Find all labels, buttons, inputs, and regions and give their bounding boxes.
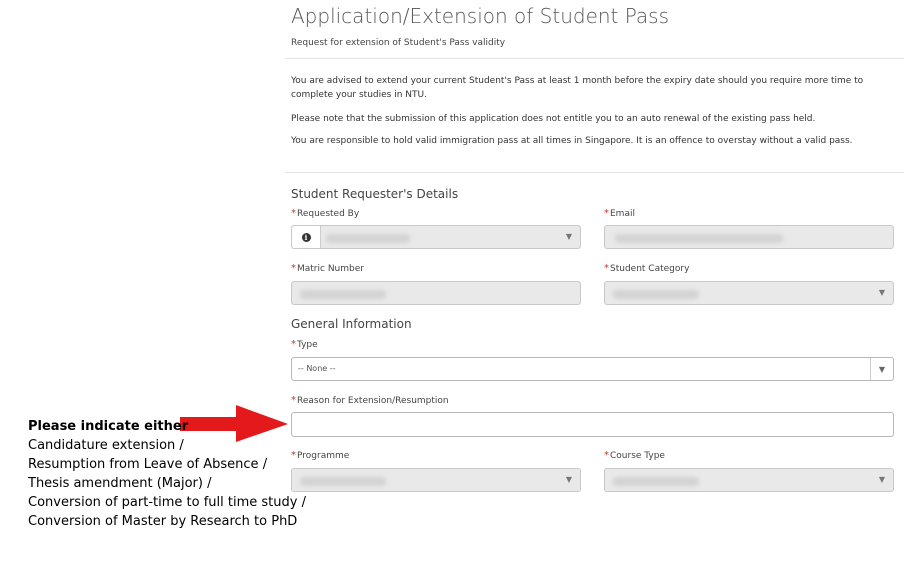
redacted-value — [615, 234, 783, 243]
divider — [285, 172, 904, 173]
page-subtitle: Request for extension of Student's Pass validity — [291, 38, 506, 48]
category-label-text: Student Category — [610, 264, 690, 274]
category-label — [604, 263, 689, 274]
requested-by-field[interactable] — [291, 225, 581, 249]
required-marker: * — [604, 208, 609, 219]
programme-select[interactable] — [291, 468, 581, 492]
type-label — [291, 339, 318, 350]
matric-number-field[interactable] — [291, 281, 581, 305]
info-icon: i — [302, 233, 311, 242]
course-type-select[interactable] — [604, 468, 894, 492]
annotation-option: Conversion of Master by Research to PhD — [28, 514, 298, 529]
reason-label — [291, 395, 449, 406]
programme-label-text: Programme — [297, 451, 350, 461]
notice-advice: You are advised to extend your current Student's Pass at least 1 month before the expiry date should you require more time to complete your studies in NTU. — [291, 76, 864, 100]
general-section-title: General Information — [291, 317, 412, 331]
email-label — [604, 208, 635, 219]
notice-immigration: You are responsible to hold valid immigration pass at all times in Singapore. It is an offence to overstay without a valid pass. — [291, 136, 853, 146]
required-marker: * — [291, 263, 296, 274]
redacted-value — [300, 477, 386, 486]
reason-input[interactable] — [291, 412, 894, 437]
required-marker: * — [291, 395, 296, 406]
requested-by-label-text: Requested By — [297, 209, 360, 219]
required-marker: * — [291, 450, 296, 461]
redacted-value — [613, 477, 699, 486]
type-select[interactable] — [291, 357, 894, 381]
programme-label — [291, 450, 349, 461]
required-marker: * — [291, 208, 296, 219]
caret-down-icon: ▼ — [565, 475, 572, 484]
caret-down-icon: ▼ — [878, 475, 885, 484]
email-label-text: Email — [610, 209, 635, 219]
redacted-value — [326, 234, 410, 243]
page-title: Application/Extension of Student Pass — [291, 4, 670, 28]
reason-label-text: Reason for Extension/Resumption — [297, 396, 449, 406]
caret-down-icon: ▼ — [878, 288, 885, 297]
annotation-option: Candidature extension / — [28, 438, 184, 453]
required-marker: * — [604, 263, 609, 274]
matric-label-text: Matric Number — [297, 264, 364, 274]
required-marker: * — [291, 339, 296, 350]
notice-renewal: Please note that the submission of this application does not entitle you to an auto renewal of the existing pass held. — [291, 114, 816, 124]
divider — [285, 58, 904, 59]
arrow-right-icon — [180, 405, 292, 443]
redacted-value — [300, 290, 386, 299]
annotation-option: Conversion of part-time to full time study / — [28, 495, 306, 510]
student-category-select[interactable] — [604, 281, 894, 305]
annotation-title: Please indicate either — [28, 419, 189, 434]
required-marker: * — [604, 450, 609, 461]
caret-down-icon[interactable]: ▼ — [870, 358, 893, 380]
type-label-text: Type — [297, 340, 318, 350]
email-field[interactable] — [604, 225, 894, 249]
requester-section-title: Student Requester's Details — [291, 187, 459, 201]
requested-by-label — [291, 208, 359, 219]
matric-label — [291, 263, 364, 274]
type-select-value: -- None -- — [298, 364, 336, 373]
course-type-label-text: Course Type — [610, 451, 665, 461]
course-type-label — [604, 450, 665, 461]
annotation-option: Thesis amendment (Major) / — [28, 476, 212, 491]
info-icon-box — [292, 226, 321, 248]
annotation-option: Resumption from Leave of Absence / — [28, 457, 268, 472]
caret-down-icon: ▼ — [565, 232, 572, 241]
redacted-value — [613, 290, 699, 299]
